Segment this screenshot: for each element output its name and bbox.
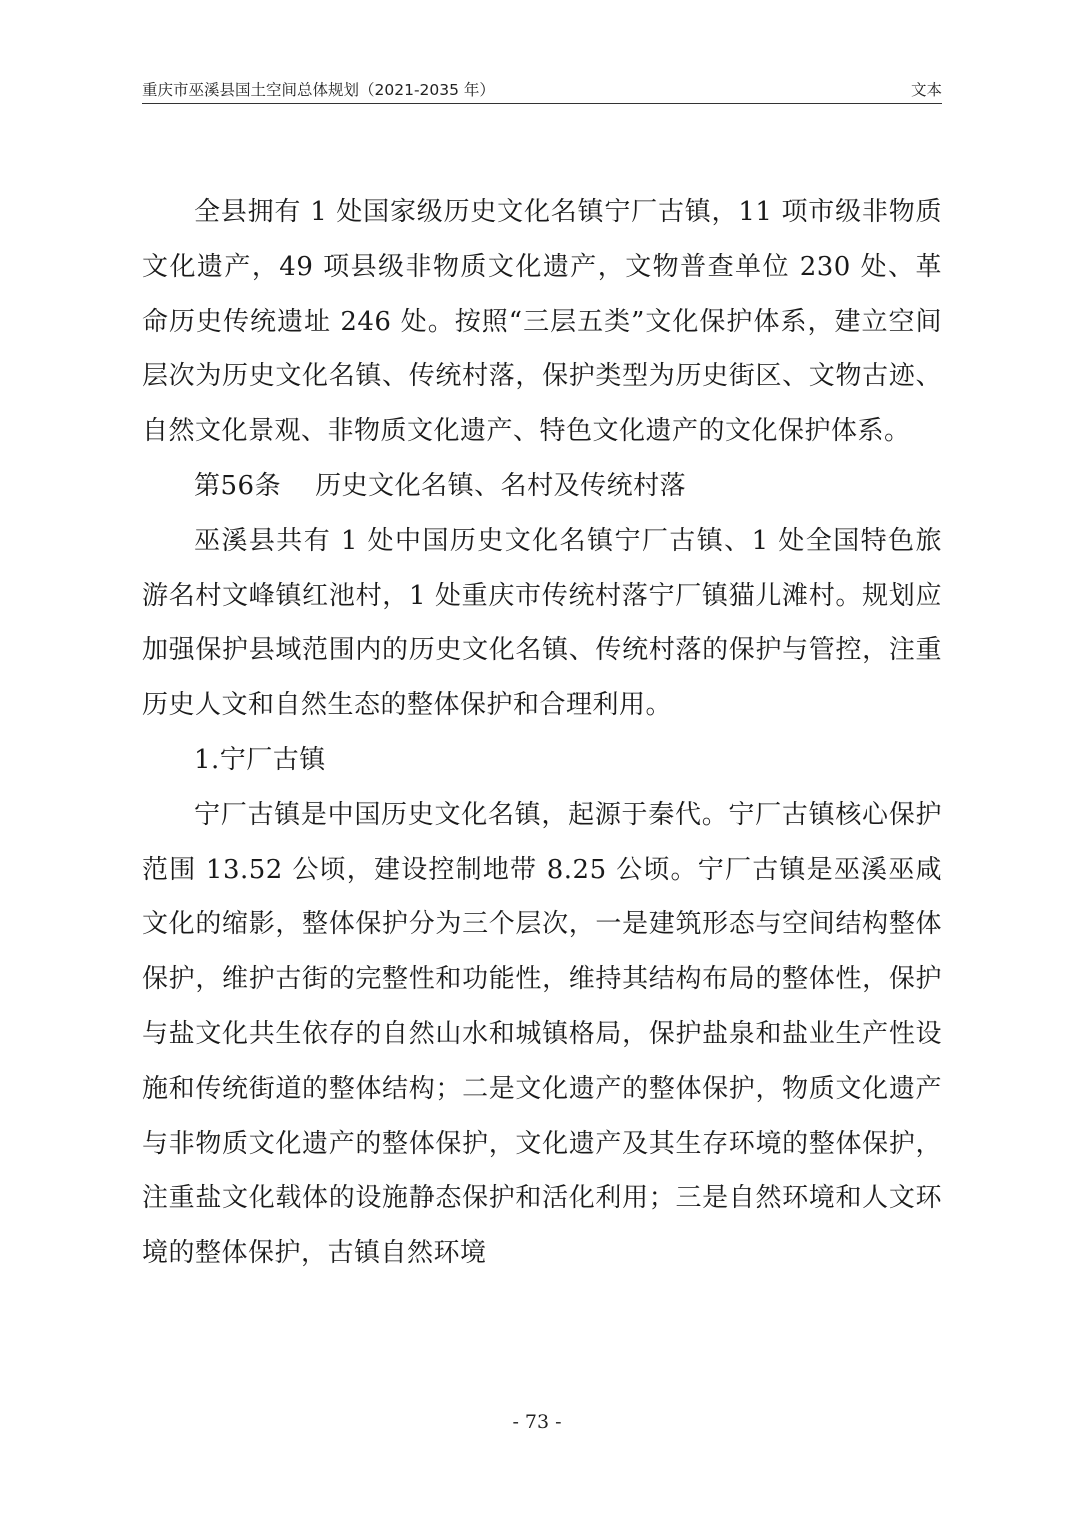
paragraph-historic-towns: 巫溪县共有 1 处中国历史文化名镇宁厂古镇、1 处全国特色旅游名村文峰镇红池村，1 处重庆市传统村落宁厂镇猫儿滩村。规划应加强保护县域范围内的历史文化名镇、传统村落的保护与管控，注重历史人文和自然生态的整体保护和合理利用。 [142,525,942,721]
header-divider [142,103,942,104]
article-title: 历史文化名镇、名村及传统村落 [315,470,687,501]
document-type-label: 文本 [910,81,942,99]
paragraph-ningchang-protection: 宁厂古镇是中国历史文化名镇，起源于秦代。宁厂古镇核心保护范围 13.52 公顷，建设控制地带 8.25 公顷。宁厂古镇是巫溪巫咸文化的缩影，整体保护分为三个层次，一是建筑形态与空间结构整体保护，维护古街的完整性和功能性，维持其结构布局的整体性，保护与盐文化共生依存的自然山水和城镇格局，保护盐泉和盐业生产性设施和传统街道的整体结构；二是文化遗产的整体保护，物质文化遗产与非物质文化遗产的整体保护，文化遗产及其生存环境的整体保护，注重盐文化载体的设施静态保护和活化利用；三是自然环境和人文环境的整体保护，古镇自然环境 [142,799,942,1269]
document-title: 重庆市巫溪县国土空间总体规划（2021-2035 年） [142,81,495,99]
article-heading [142,459,942,514]
running-header [142,76,942,104]
page-number: - 73 - [512,1411,562,1433]
subheading-ningchang: 1.宁厂古镇 [194,744,326,775]
main-text [142,185,942,1281]
article-number: 第56条 [194,470,282,501]
paragraph-cultural-heritage-overview: 全县拥有 1 处国家级历史文化名镇宁厂古镇，11 项市级非物质文化遗产，49 项县级非物质文化遗产，文物普查单位 230 处、革命历史传统遗址 246 处。按照“三层五类”文化保护体系，建立空间层次为历史文化名镇、传统村落，保护类型为历史街区、文物古迹、自然文化景观、非物质文化遗产、特色文化遗产的文化保护体系。 [142,197,942,447]
